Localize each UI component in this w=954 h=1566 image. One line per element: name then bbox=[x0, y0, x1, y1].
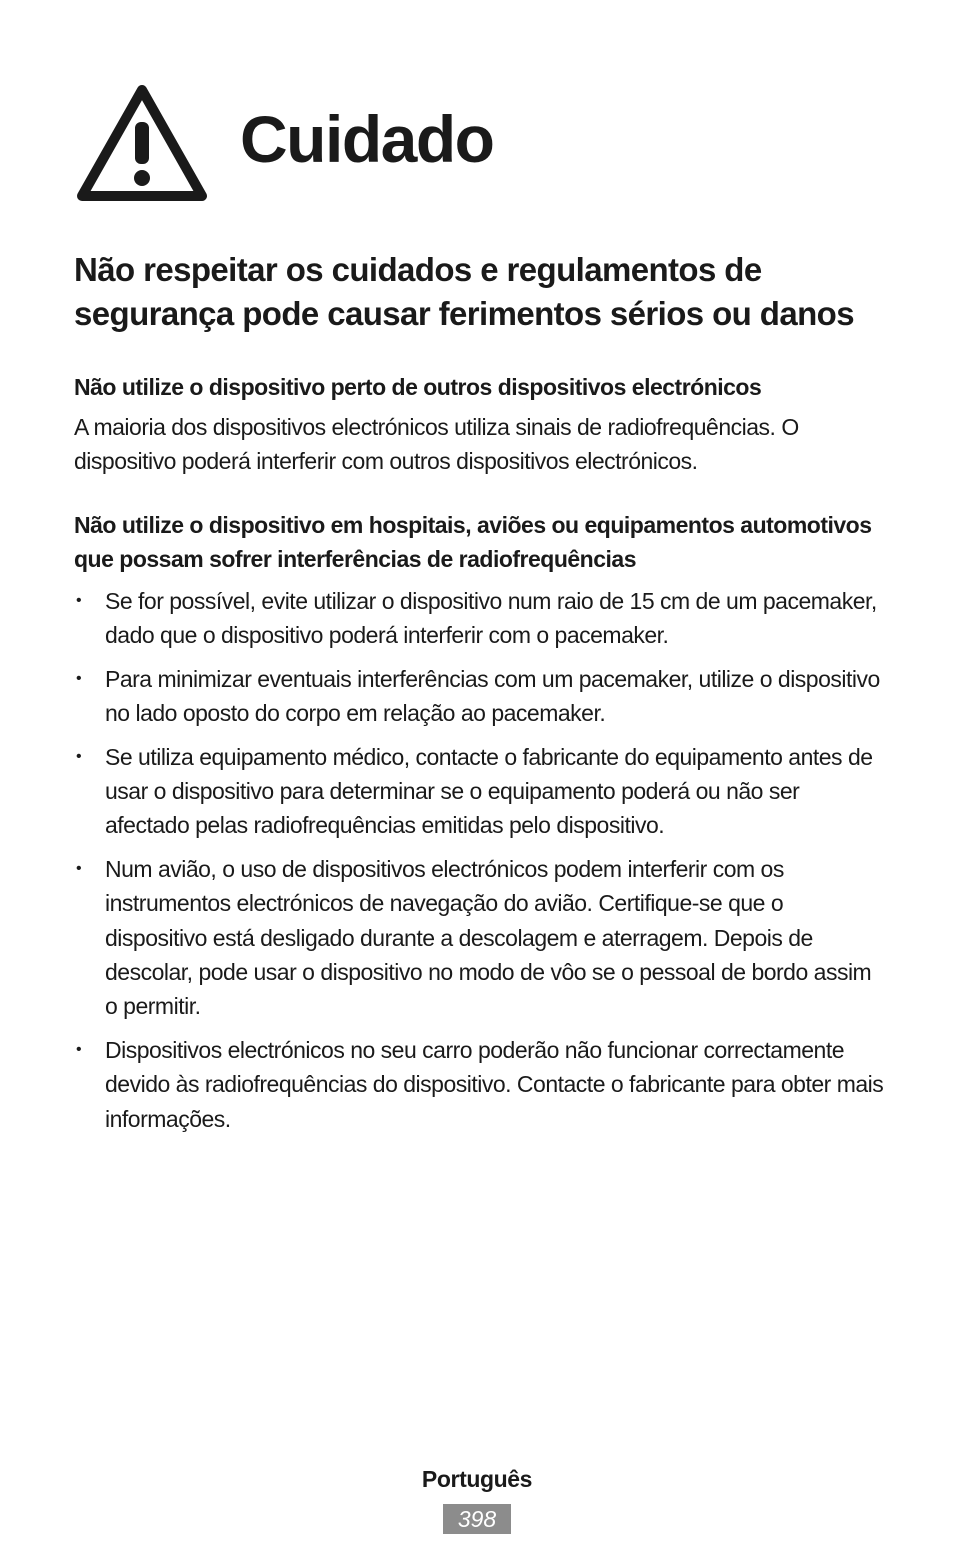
section-electronic-devices bbox=[74, 370, 884, 478]
list-item bbox=[74, 1033, 884, 1136]
list-item-text: Se utiliza equipamento médico, contacte o fabricante do equipamento antes de usar o dispositivo para determinar se o equipamento poderá ou não ser afectado pelas radiofrequências emitidas pelo dispositivo. bbox=[105, 743, 873, 839]
section-hospitals-aircraft bbox=[74, 508, 884, 1136]
list-item bbox=[74, 584, 884, 653]
bullet-icon: • bbox=[76, 592, 82, 609]
page-footer bbox=[0, 1464, 954, 1534]
bullet-icon: • bbox=[76, 747, 82, 765]
warning-triangle-icon bbox=[74, 80, 210, 204]
list-item bbox=[74, 852, 884, 1024]
page-title: Cuidado bbox=[240, 102, 494, 176]
bullet-list bbox=[74, 584, 884, 1136]
section-paragraph: A maioria dos dispositivos electrónicos utiliza sinais de radiofrequências. O dispositivo poderá interferir com outros dispositivos electrónicos. bbox=[74, 414, 799, 474]
bullet-icon: • bbox=[76, 859, 82, 877]
list-item-text: Num avião, o uso de dispositivos electrónicos podem interferir com os instrumentos electrónicos de navegação do avião. Certifique-se que o dispositivo está desligado durante a descolagem e aterragem. Depois de descolar, pode usar o dispositivo no modo de vôo se o pessoal de bordo assim o permitir. bbox=[105, 855, 872, 1020]
page-header bbox=[74, 80, 493, 204]
section-heading: Não utilize o dispositivo perto de outros dispositivos electrónicos bbox=[74, 374, 762, 400]
main-content bbox=[74, 248, 884, 1145]
main-heading: Não respeitar os cuidados e regulamentos de segurança pode causar ferimentos sérios ou danos bbox=[74, 251, 854, 332]
footer-language: Português bbox=[421, 1466, 533, 1492]
section-heading: Não utilize o dispositivo em hospitais, aviões ou equipamentos automotivos que possam sofrer interferências de radiofrequências bbox=[74, 512, 872, 572]
page-number: 398 bbox=[443, 1504, 511, 1534]
list-item-text: Dispositivos electrónicos no seu carro poderão não funcionar correctamente devido às radiofrequências do dispositivo. Contacte o fabricante para obter mais informações. bbox=[105, 1036, 884, 1132]
bullet-icon: • bbox=[76, 1040, 82, 1058]
list-item-text: Se for possível, evite utilizar o dispositivo num raio de 15 cm de um pacemaker, dado que o dispositivo poderá interferir com o pacemaker. bbox=[105, 588, 877, 649]
bullet-icon: • bbox=[76, 669, 82, 687]
list-item-text: Para minimizar eventuais interferências com um pacemaker, utilize o dispositivo no lado oposto do corpo em relação ao pacemaker. bbox=[105, 665, 880, 727]
list-item bbox=[74, 740, 884, 843]
list-item bbox=[74, 662, 884, 731]
